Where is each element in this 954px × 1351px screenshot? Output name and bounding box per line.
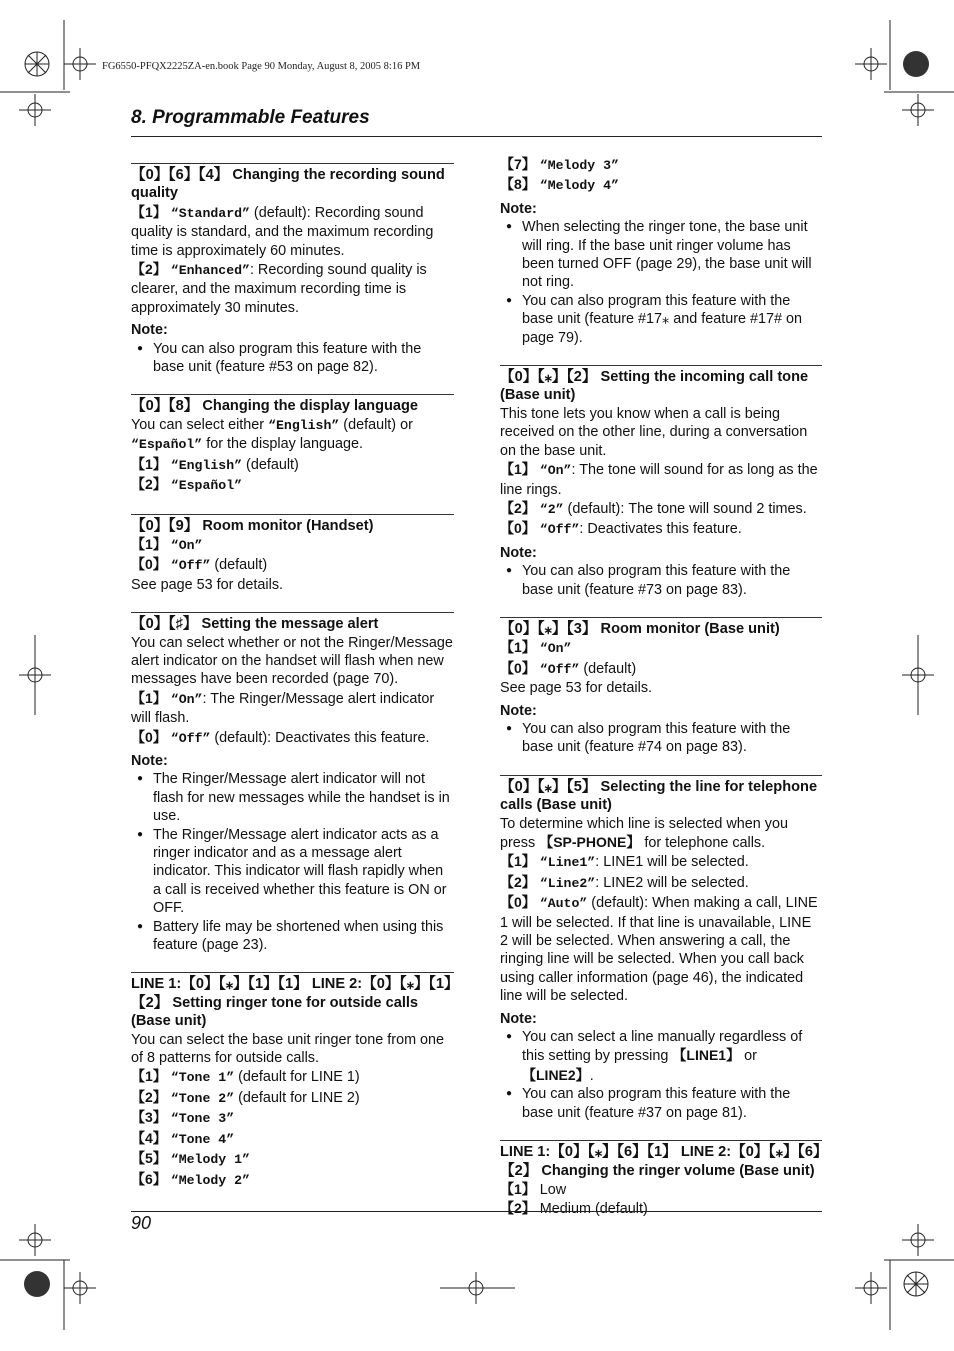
note-label: Note: [131, 752, 168, 769]
section-heading: 【0】【9】 Room monitor (Handset) [131, 517, 374, 534]
section-line-selection [500, 775, 822, 1122]
see-details: See page 53 for details. [500, 680, 653, 697]
section-ringer-tone-continued [500, 155, 822, 347]
option-1: 【1】 “On”: The Ringer/Message alert indicator will flash. [131, 689, 435, 727]
section-intro: You can select the base unit ringer tone from one of 8 patterns for outside calls. [131, 1031, 445, 1067]
section-heading: 【0】【⁎】【3】 Room monitor (Base unit) [500, 620, 780, 637]
note-bullet: ● Battery life may be shortened when using this feature (page 23). [131, 918, 454, 955]
option-6: 【6】 “Melody 2” [131, 1170, 250, 1188]
note-bullet: ● You can also program this feature with the base unit (feature #53 on page 82). [131, 340, 454, 377]
option-0: 【0】 “Off” (default) [500, 659, 637, 677]
section-room-monitor-base [500, 617, 822, 757]
option-1: 【1】 “On” [131, 535, 203, 553]
option-0: 【0】 “Off” (default): Deactivates this feature. [131, 728, 430, 746]
header-rule [131, 136, 822, 137]
section-intro: You can select either “English” (default) or “Español” for the display language. [131, 416, 413, 453]
option-1: 【1】 Low [500, 1180, 567, 1198]
option-3: 【3】 “Tone 3” [131, 1109, 235, 1127]
note-label: Note: [131, 322, 168, 339]
page-number: 90 [131, 1213, 152, 1233]
option-1: 【1】 “Standard” (default): Recording sound quality is standard, and the maximum recording time is approximately 60 minutes. [131, 203, 434, 259]
left-column [131, 163, 454, 1190]
option-2: 【2】 Medium (default) [500, 1200, 648, 1218]
option-1: 【1】 “Line1”: LINE1 will be selected. [500, 853, 749, 871]
option-4: 【4】 “Tone 4” [131, 1129, 235, 1147]
note-label: Note: [500, 200, 537, 217]
section-recording-quality [131, 163, 454, 376]
option-0: 【0】 “Auto” (default): When making a call, LINE 1 will be selected. If that line is unavailable, LINE 2 will be selected. When answering a call, the ringing line will be selected. When you call back using caller information (page 46), the indicated line will be selected. [500, 894, 818, 1005]
note-label: Note: [500, 702, 537, 719]
section-room-monitor-handset [131, 514, 454, 595]
note-bullet: ● You can also program this feature with the base unit (feature #37 on page 81). [500, 1085, 822, 1122]
section-heading: 【0】【6】【4】 Changing the recording sound quality [131, 167, 445, 202]
section-heading: 【0】【⁎】【5】 Selecting the line for telephone calls (Base unit) [500, 778, 818, 814]
footer-rule [131, 1211, 822, 1212]
option-8: 【8】 “Melody 4” [500, 176, 619, 194]
note-bullet: ● You can select a line manually regardless of this setting by pressing 【LINE1】 or 【LINE2】. [500, 1028, 822, 1085]
option-1: 【1】 “On” [500, 639, 572, 657]
section-heading: LINE 1:【0】【⁎】【6】【1】 LINE 2:【0】【⁎】【6】【2】 Changing the ringer volume (Base unit) [500, 1144, 821, 1179]
note-label: Note: [500, 1010, 537, 1027]
section-ringer-volume [500, 1140, 822, 1219]
option-1: 【1】 “On”: The tone will sound for as long as the line rings. [500, 461, 818, 498]
option-0: 【0】 “Off”: Deactivates this feature. [500, 520, 742, 538]
option-2: 【2】 “Español” [131, 476, 243, 494]
section-display-language [131, 394, 454, 495]
section-ringer-tone [131, 972, 454, 1189]
note-label: Note: [500, 544, 537, 561]
option-1: 【1】 “English” (default) [131, 455, 299, 473]
option-2: 【2】 “Enhanced”: Recording sound quality is clearer, and the maximum recording time is approximately 30 minutes. [131, 261, 427, 316]
option-2: 【2】 “2” (default): The tone will sound 2 times. [500, 499, 807, 517]
section-heading: 【0】【8】 Changing the display language [131, 398, 419, 415]
section-intro: You can select whether or not the Ringer/Message alert indicator on the handset will flash when new messages have been recorded (page 70). [131, 634, 453, 688]
section-message-alert [131, 612, 454, 954]
option-2: 【2】 “Tone 2” (default for LINE 2) [131, 1088, 360, 1106]
section-heading: 【0】【♯】 Setting the message alert [131, 616, 379, 633]
note-bullet: ● The Ringer/Message alert indicator acts as a ringer indicator and as a message alert indicator. This indicator will flash rapidly when a call is received whether this feature is ON or OFF. [131, 826, 454, 918]
print-slug: FG6550-PFQX2225ZA-en.book Page 90 Monday, August 8, 2005 8:16 PM [102, 61, 421, 72]
section-incoming-call-tone [500, 365, 822, 599]
note-bullet: ● You can also program this feature with the base unit (feature #73 on page 83). [500, 562, 822, 599]
note-bullet: ● You can also program this feature with the base unit (feature #17⁎ and feature #17# on page 79). [500, 292, 822, 347]
note-bullet: ● You can also program this feature with the base unit (feature #74 on page 83). [500, 720, 822, 757]
option-1: 【1】 “Tone 1” (default for LINE 1) [131, 1068, 360, 1086]
note-bullet: ● When selecting the ringer tone, the base unit will ring. If the base unit ringer volume has been turned OFF (page 29), the base unit will not ring. [500, 218, 822, 292]
section-intro: To determine which line is selected when you press 【SP-PHONE】 for telephone calls. [500, 815, 788, 851]
note-bullet: ● The Ringer/Message alert indicator will not flash for new messages while the handset is in use. [131, 770, 454, 825]
page-title: 8. Programmable Features [131, 107, 370, 128]
section-intro: This tone lets you know when a call is being received on the other line, during a conversation on the base unit. [500, 405, 808, 459]
option-5: 【5】 “Melody 1” [131, 1150, 250, 1168]
see-details: See page 53 for details. [131, 576, 284, 593]
section-heading: 【0】【⁎】【2】 Setting the incoming call tone (Base unit) [500, 369, 809, 404]
section-heading: LINE 1:【0】【⁎】【1】【1】 LINE 2:【0】【⁎】【1】【2】 Setting ringer tone for outside calls (Base unit) [131, 976, 452, 1030]
option-7: 【7】 “Melody 3” [500, 156, 619, 173]
option-2: 【2】 “Line2”: LINE2 will be selected. [500, 873, 749, 891]
option-0: 【0】 “Off” (default) [131, 556, 268, 574]
right-column [500, 155, 822, 1219]
